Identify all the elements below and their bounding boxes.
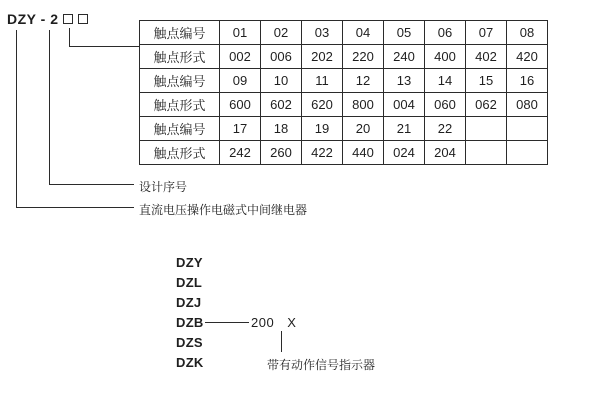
table-cell: 004 (384, 93, 425, 117)
table-cell: 006 (261, 45, 302, 69)
table-row-header: 触点编号 (140, 21, 220, 45)
table-cell: 12 (343, 69, 384, 93)
contact-code-table-body (140, 21, 548, 165)
table-row (140, 141, 548, 165)
table-row-header: 触点形式 (140, 93, 220, 117)
table-cell (507, 117, 548, 141)
table-cell (466, 117, 507, 141)
indicator-note-label: 带有动作信号指示器 (267, 358, 376, 372)
table-cell: 242 (220, 141, 261, 165)
table-cell: 10 (261, 69, 302, 93)
table-cell: 14 (425, 69, 466, 93)
connector-line-design-serial-vertical (49, 30, 50, 184)
relay-description-label: 直流电压操作电磁式中间继电器 (139, 203, 308, 217)
indicator-connector-line (281, 331, 282, 352)
table-cell: 17 (220, 117, 261, 141)
table-cell: 260 (261, 141, 302, 165)
table-cell: 402 (466, 45, 507, 69)
table-cell: 220 (343, 45, 384, 69)
table-row (140, 45, 548, 69)
contact-code-table (139, 20, 548, 165)
table-cell (507, 141, 548, 165)
table-cell: 800 (343, 93, 384, 117)
table-cell: 06 (425, 21, 466, 45)
table-cell: 21 (384, 117, 425, 141)
table-cell: 240 (384, 45, 425, 69)
table-cell: 602 (261, 93, 302, 117)
table-cell: 18 (261, 117, 302, 141)
dzb-suffix-value: 200 X (251, 315, 297, 330)
table-row-header: 触点编号 (140, 117, 220, 141)
table-cell: 024 (384, 141, 425, 165)
table-cell: 09 (220, 69, 261, 93)
table-cell: 060 (425, 93, 466, 117)
table-cell: 05 (384, 21, 425, 45)
model-code-prefix: DZY - 2 (7, 11, 59, 27)
table-row-header: 触点形式 (140, 141, 220, 165)
table-cell: 600 (220, 93, 261, 117)
table-cell: 440 (343, 141, 384, 165)
connector-line-box-to-table-vertical (69, 28, 70, 47)
table-row (140, 117, 548, 141)
model-series-item: DZJ (176, 295, 202, 310)
model-series-item: DZL (176, 275, 203, 290)
model-series-list (176, 253, 204, 373)
table-cell: 002 (220, 45, 261, 69)
table-cell: 15 (466, 69, 507, 93)
model-code (7, 11, 88, 27)
connector-line-relay-desc-vertical (16, 30, 17, 207)
table-cell: 03 (302, 21, 343, 45)
table-cell: 202 (302, 45, 343, 69)
table-cell: 062 (466, 93, 507, 117)
table-cell: 04 (343, 21, 384, 45)
design-serial-label: 设计序号 (139, 180, 188, 194)
table-cell: 20 (343, 117, 384, 141)
table-row (140, 69, 548, 93)
table-cell: 08 (507, 21, 548, 45)
model-digit-box-2 (78, 14, 88, 24)
table-row (140, 93, 548, 117)
table-cell (466, 141, 507, 165)
table-cell: 204 (425, 141, 466, 165)
table-cell: 400 (425, 45, 466, 69)
model-series-item: DZY (176, 255, 203, 270)
table-row-header: 触点形式 (140, 45, 220, 69)
table-cell: 22 (425, 117, 466, 141)
table-row-header: 触点编号 (140, 69, 220, 93)
table-cell: 19 (302, 117, 343, 141)
table-cell: 420 (507, 45, 548, 69)
table-row (140, 21, 548, 45)
model-series-item: DZK (176, 355, 204, 370)
model-series-item: DZB (176, 315, 204, 330)
table-cell: 422 (302, 141, 343, 165)
dzb-connector-line (205, 322, 249, 323)
table-cell: 080 (507, 93, 548, 117)
connector-line-design-serial-horizontal (49, 184, 134, 185)
table-cell: 01 (220, 21, 261, 45)
connector-line-relay-desc-horizontal (16, 207, 134, 208)
table-cell: 16 (507, 69, 548, 93)
table-cell: 11 (302, 69, 343, 93)
table-cell: 620 (302, 93, 343, 117)
table-cell: 02 (261, 21, 302, 45)
model-digit-box-1 (63, 14, 73, 24)
table-cell: 13 (384, 69, 425, 93)
table-cell: 07 (466, 21, 507, 45)
model-series-item: DZS (176, 335, 203, 350)
connector-line-box-to-table-horizontal (69, 46, 139, 47)
